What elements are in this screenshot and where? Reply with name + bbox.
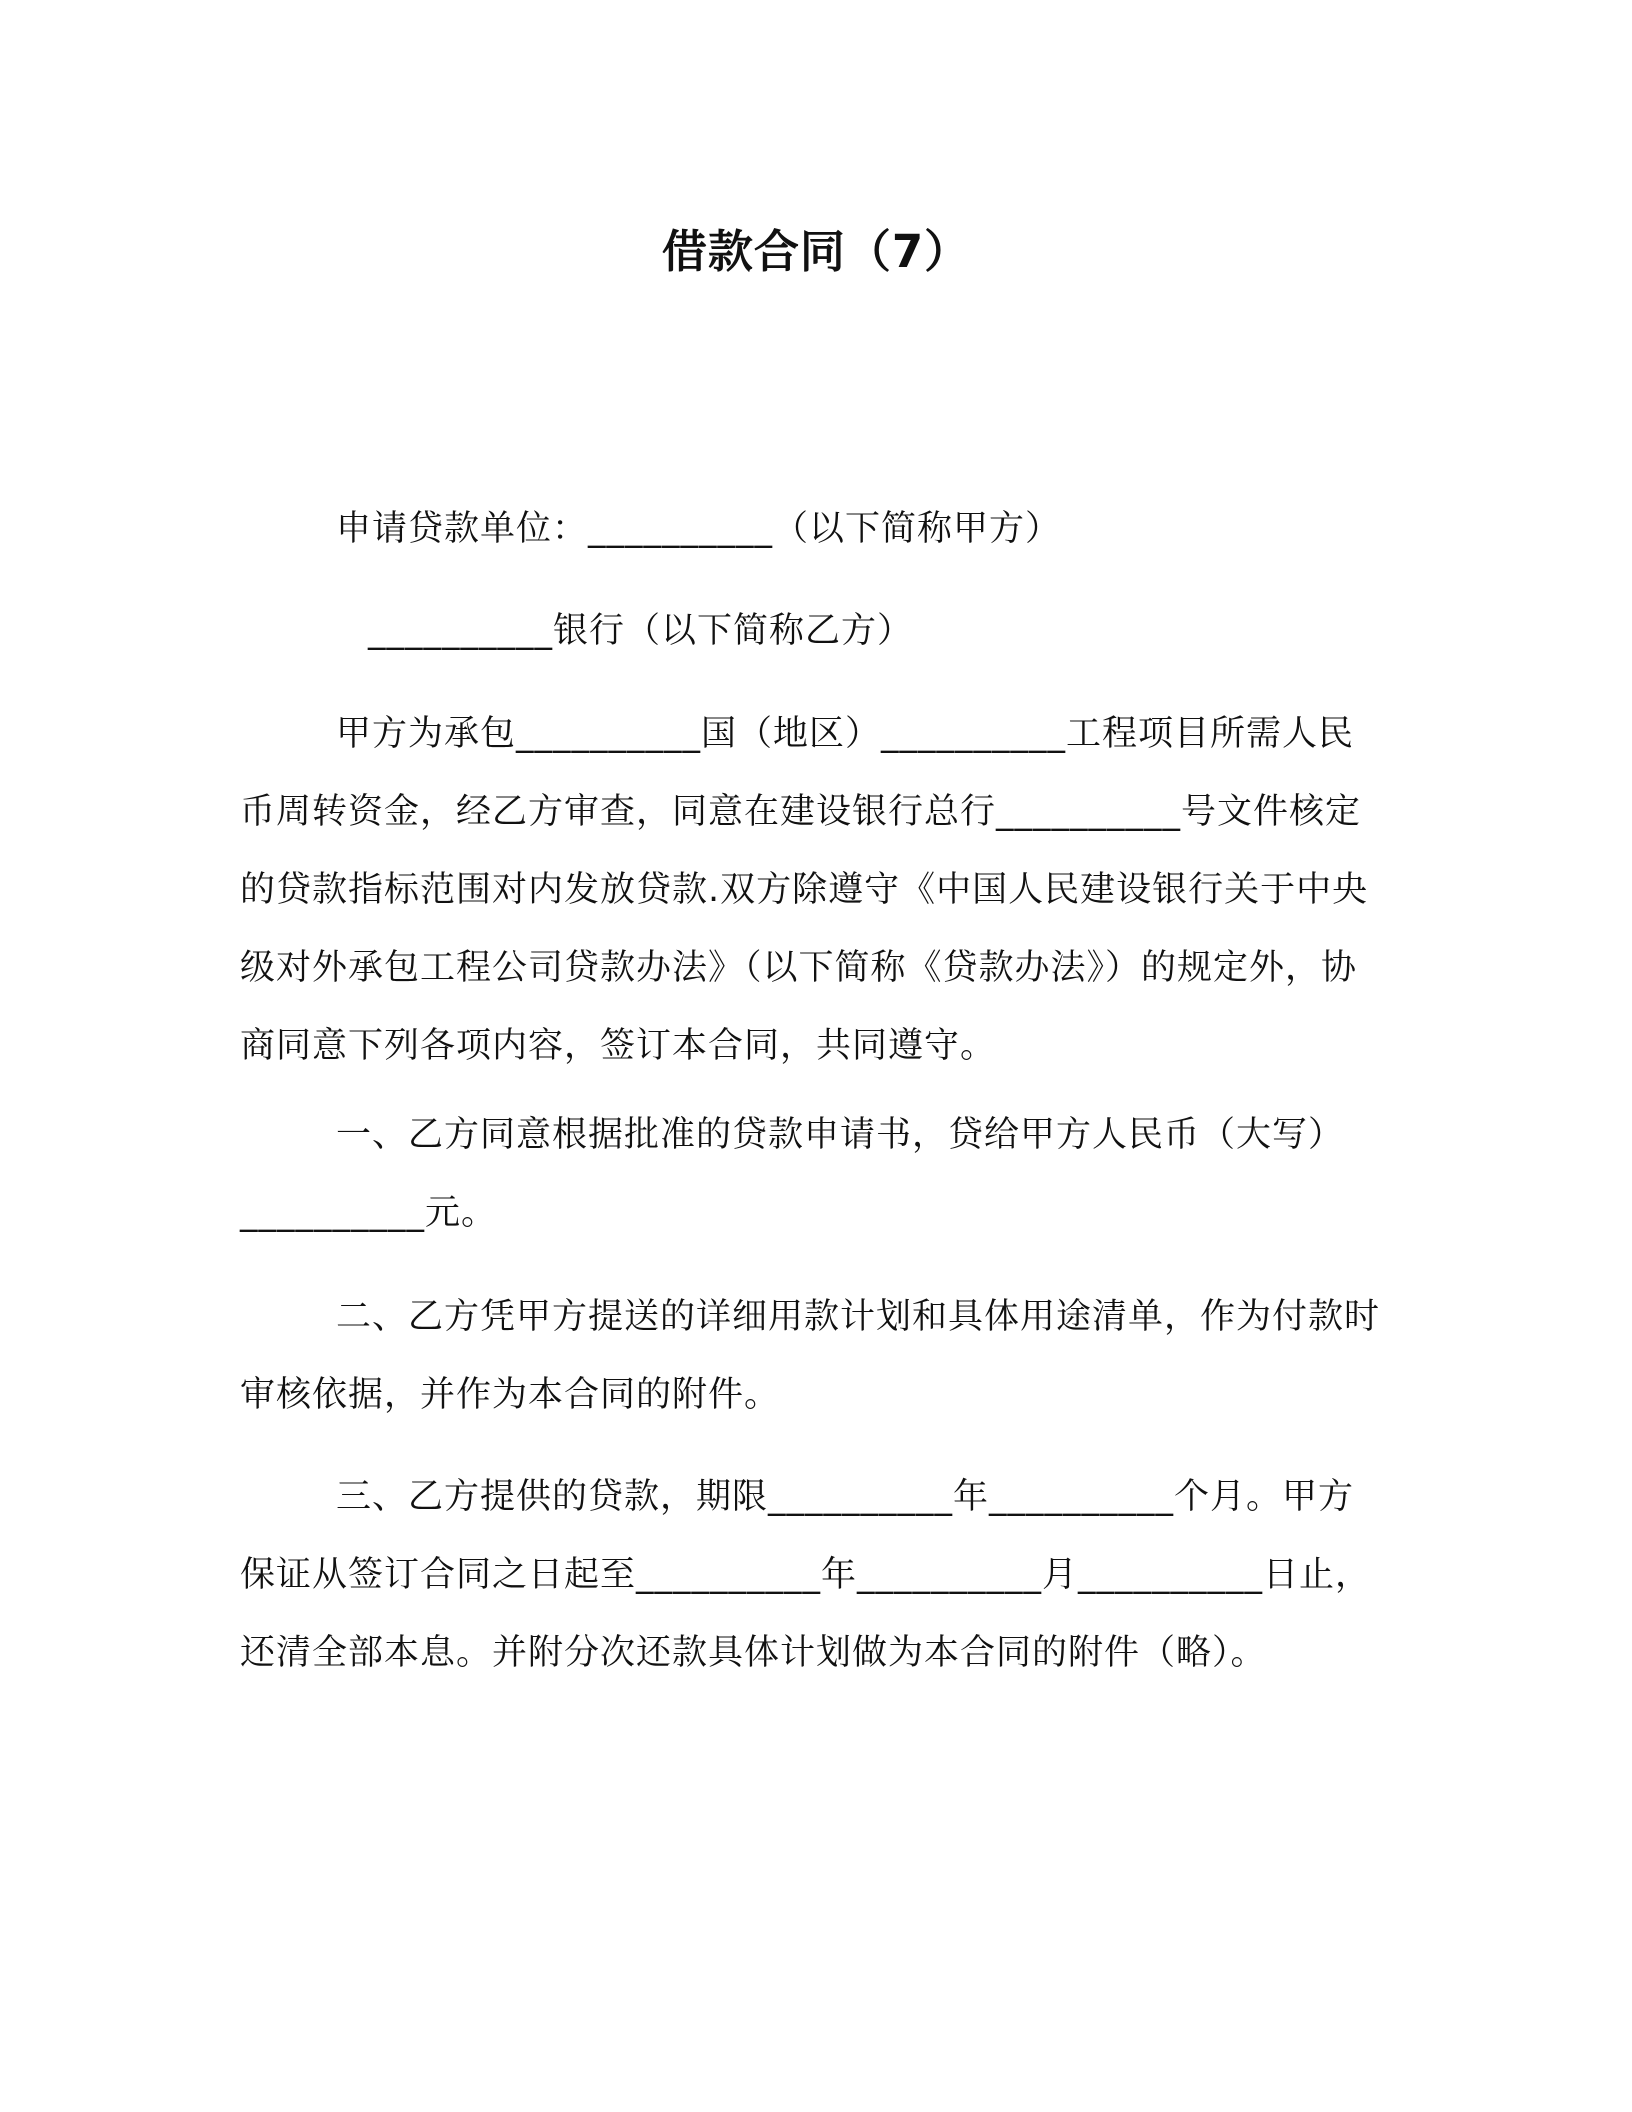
applicant-line-block bbox=[240, 490, 1380, 568]
intro-paragraph: 甲方为承包__________国（地区）__________工程项目所需人民币周转资金，经乙方审查，同意在建设银行总行__________号文件核定的贷款指标范围对内发放贷款.双方除遵守《中国人民建设银行关于中央级对外承包工程公司贷款办法》（以下简称《贷款办法》）的规定外，协商同意下列各项内容，签订本合同，共同遵守。 bbox=[240, 714, 1369, 1066]
clause-1-block bbox=[240, 1096, 1380, 1252]
clause-2: 二、乙方凭甲方提送的详细用款计划和具体用途清单，作为付款时审核依据，并作为本合同的附件。 bbox=[240, 1297, 1381, 1415]
bank-line-block bbox=[240, 592, 1380, 670]
intro-paragraph-block bbox=[240, 695, 1380, 1085]
clause-1: 一、乙方同意根据批准的贷款申请书，贷给甲方人民币（大写）__________元。 bbox=[240, 1115, 1345, 1233]
clause-3: 三、乙方提供的贷款，期限__________年__________个月。甲方保证从签订合同之日起至__________年__________月__________日止，还清全部本息。并附分次还款具体计划做为本合同的附件（略）。 bbox=[240, 1477, 1372, 1673]
page-title: 借款合同（7） bbox=[661, 225, 971, 278]
applicant-line: 申请贷款单位：__________（以下简称甲方） bbox=[336, 509, 1062, 549]
clause-3-block bbox=[240, 1458, 1380, 1692]
clause-2-block bbox=[240, 1278, 1380, 1434]
bank-line: __________银行（以下简称乙方） bbox=[368, 611, 914, 651]
